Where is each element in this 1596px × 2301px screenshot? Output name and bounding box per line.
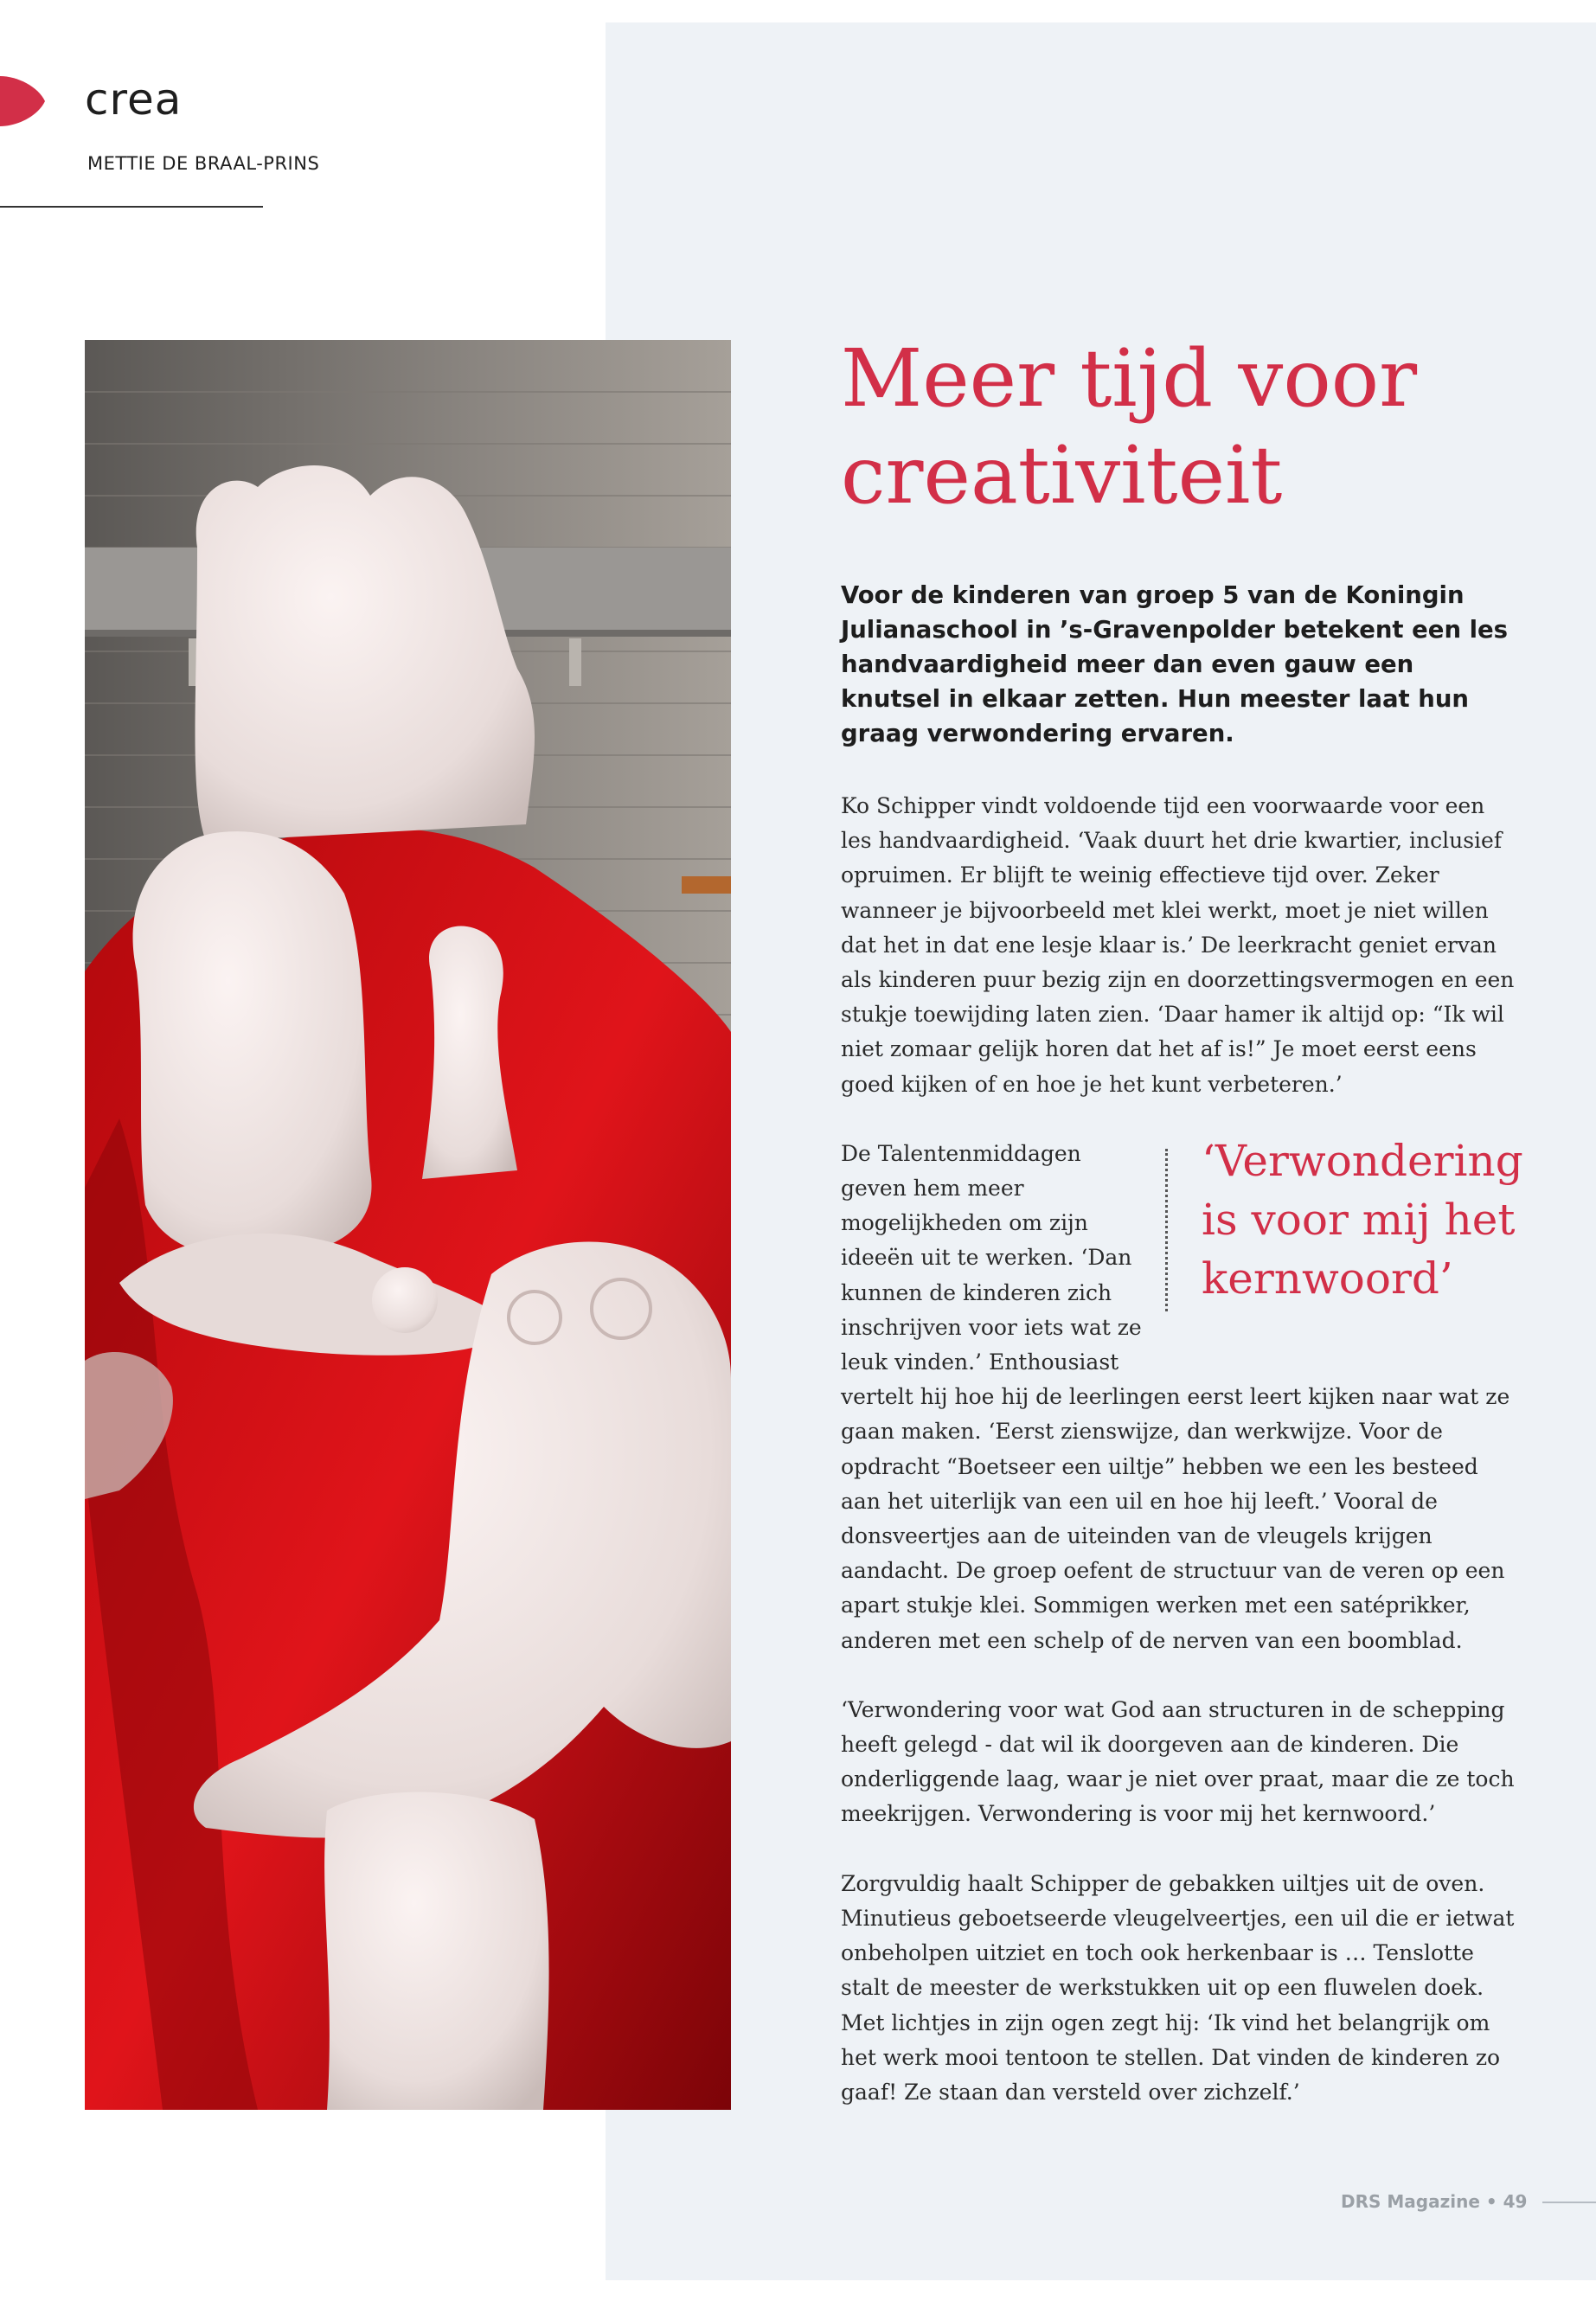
article-headline: Meer tijd voor creativiteit [841, 332, 1418, 522]
footer-divider [1542, 2202, 1596, 2203]
article-body [841, 789, 1523, 2144]
body-paragraph: ‘Verwondering voor wat God aan structuren in de schepping heeft gelegd - dat wil ik doorgeven aan de kinderen. Die onderliggende laag, waar je niet over praat, maar die ze toch meekrijgen. Verwondering is voor mij het kernwoord.’ [841, 1696, 1515, 1827]
footer-page-label: DRS Magazine • 49 [1341, 2191, 1528, 2212]
author-name: METTIE DE BRAAL-PRINS [87, 153, 320, 174]
pull-quote-text: ‘Verwondering is voor mij het kernwoord’ [1202, 1135, 1523, 1304]
pull-quote-dotted-rule [1165, 1149, 1168, 1311]
section-marker-icon [0, 76, 45, 126]
section-label: crea [85, 74, 183, 125]
article-lead: Voor de kinderen van groep 5 van de Koningin Julianaschool in ’s-Gravenpolder betekent een les handvaardigheid meer dan even gauw een knutsel in elkaar zetten. Hun meester laat hun graag verwondering ervaren. [841, 581, 1509, 747]
body-paragraph: Ko Schipper vindt voldoende tijd een voorwaarde voor een les handvaardigheid. ‘Vaak duurt het drie kwartier, inclusief opruimen. Er blijft te weinig effectieve tijd over. Zeker wanneer je bijvoorbeeld met klei werkt, moet je niet willen dat het in dat ene lesje klaar is.’ De leerkracht geniet ervan als kinderen puur bezig zijn en doorzettingsvermogen en een stukje toewijding laten zien. ‘Daar hamer ik altijd op: “Ik wil niet zomaar gelijk horen dat het af is!” Je moet eerst eens goed kijken of en hoe je het kunt verbeteren.’ [841, 793, 1515, 1097]
body-paragraph: De Talentenmiddagen geven hem meer mogelijkheden om zijn ideeën uit te werken. ‘Dan kunnen de kinderen zich inschrijven voor iets wat ze leuk vinden.’ Enthousiast vertelt hij hoe hij de leerlingen eerst leert kijken naar wat ze gaan maken. ‘Eerst zienswijze, dan werkwijze. Voor de opdracht “Boetseer een uiltje” hebben we een les besteed aan het uiterlijk van een uil en hoe hij leeft.’ Vooral de donsveertjes aan de uiteinden van de vleugels krijgen aandacht. De groep oefent de structuur van de veren op een apart stukje klei. Sommigen werken met een satéprikker, anderen met een schelp of de nerven van een boomblad. [841, 1140, 1510, 1653]
pull-quote [1165, 1135, 1523, 1358]
body-paragraph: Zorgvuldig haalt Schipper de gebakken uiltjes uit de oven. Minutieus geboetseerde vleugelveertjes, een uil die er ietwat onbeholpen uitziet en toch ook herkenbaar is … Tenslotte stalt de meester de werkstukken uit op een fluwelen doek. Met lichtjes in zijn ogen zegt hij: ‘Ik vind het belangrijk om het werk mooi tentoon te stellen. Dat vinden de kinderen zo gaaf! Ze staan dan versteld over zichzelf.’ [841, 1870, 1515, 2105]
author-divider [0, 206, 263, 208]
clay-sculptures-photo [85, 340, 731, 2110]
